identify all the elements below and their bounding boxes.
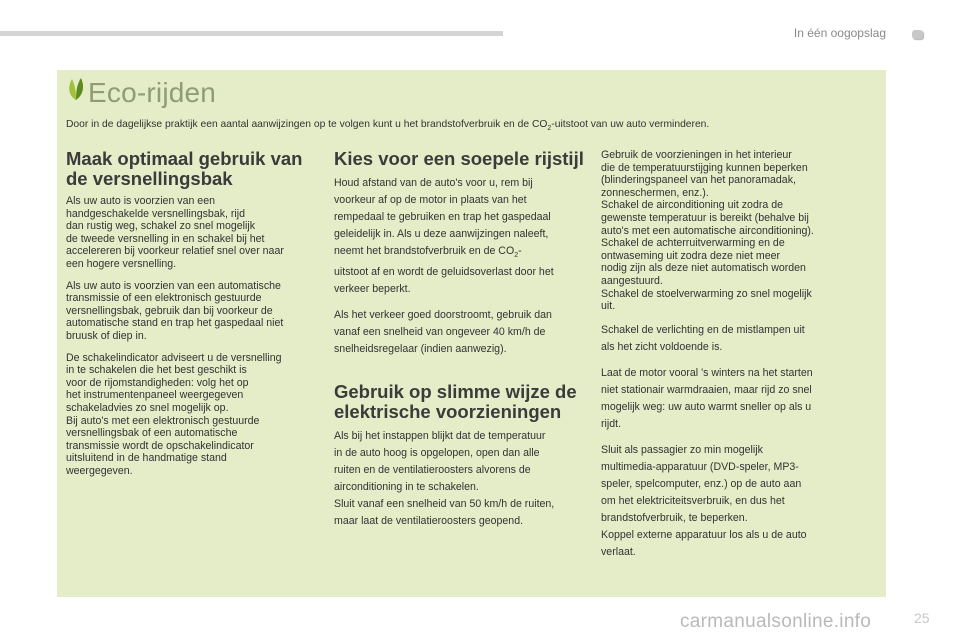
keep-distance-tail: - uitstoot af en wordt de geluidsoverlast door het verkeer beperkt. [334, 245, 554, 296]
intro-text [66, 118, 881, 135]
paragraph-keep-distance [334, 175, 590, 298]
heading-electrical: Gebruik op slimme wijze de elektrische voorzieningen [334, 381, 577, 423]
page-title: Eco-rijden [88, 77, 217, 108]
page-number: 25 [914, 610, 930, 626]
paragraph-lighting: Schakel de verlichting en de mistlampen uit als het zicht voldoende is. [601, 323, 805, 353]
column-electrical [601, 149, 857, 570]
corner-tab-icon [912, 30, 923, 39]
paragraph-shift-indicator: De schakelindicator adviseert u de versnelling in te schakelen die het best geschikt is voor de rijomstandigheden: volg het op het instrumentenpaneel weergegeven schakeladvies zo snel mogelijk op. Bij auto's met een elektronisch gestuurde versnellingsbak of een automatische transmissie wordt de opschakelindicator uitsluitend in de handmatige stand weergegeven. [66, 351, 282, 477]
heading-gearbox: Maak optimaal gebruik van de versnellingsbak [66, 148, 303, 189]
keep-distance-main: Houd afstand van de auto's voor u, rem bij voorkeur af op de motor in plaats van het rempedaal te gebruiken en trap het gaspedaal geleidelijk in. Als u deze aanwijzingen naleeft, neemt het brandstofverbruik en de CO [334, 177, 551, 257]
heading-driving-style: Kies voor een soepele rijstijl [334, 148, 584, 169]
paragraph-automatic-gearbox: Als uw auto is voorzien van een automatische transmissie of een elektronisch gestuurde versnellingsbak, gebruik dan bij voorkeur de automatische stand en trap het gaspedaal niet bruusk of diep in. [66, 279, 284, 342]
paragraph-ventilation: Als bij het instappen blijkt dat de temperatuur in de auto hoog is opgelopen, open dan alle ruiten en de ventilatieroosters alvorens de airconditioning in te schakelen. Sluit vanaf een snelheid van 50 km/h de ruiten, maar laat de ventilatieroosters geopend. [334, 430, 555, 528]
column-gearbox [66, 149, 322, 486]
paragraph-multimedia: Sluit als passagier zo min mogelijk multimedia-apparatuur (DVD-speler, MP3- speler, spelcomputer, enz.) op de auto aan om het elektriciteitsverbruik, en dus het brandstofverbruik, te beperken. Koppel externe apparatuur los als u de auto verlaat. [601, 443, 807, 558]
column-driving-style [334, 149, 590, 539]
paragraph-engine-warmup: Laat de motor vooral 's winters na het starten niet stationair warmdraaien, maar rijd zo snel mogelijk weg: uw auto warmt sneller op als u rijdt. [601, 366, 813, 430]
paragraph-cruise-control: Als het verkeer goed doorstroomt, gebruik dan vanaf een snelheid van ongeveer 40 km/h de snelheidsregelaar (indien aanwezig). [334, 309, 552, 356]
section-label: In één oogopslag [793, 26, 886, 40]
keep-distance-subscript: 2 [514, 252, 519, 260]
paragraph-interior-equipment: Gebruik de voorzieningen in het interieur die de temperatuurstijging kunnen beperken (blinderingspaneel van het panoramadak, zonneschermen, enz.). Schakel de airconditioning uit zodra de gewenste temperatuur is bereikt (behalve bij auto's met een automatische airconditioning). Schakel de achterruitverwarming en de ontwaseming uit zodra deze niet meer nodig zijn als deze niet automatisch worden aangestuurd. Schakel de stoelverwarming zo snel mogelijk uit. [601, 149, 814, 313]
eco-leaf-icon [64, 76, 88, 102]
watermark: carmanualsonline.info [680, 611, 872, 632]
intro-subscript: 2 [547, 125, 552, 133]
intro-main: Door in de dagelijkse praktijk een aantal aanwijzingen op te volgen kunt u het brandstofverbruik en de CO [66, 119, 548, 130]
top-rule [0, 31, 503, 36]
paragraph-manual-gearbox: Als uw auto is voorzien van een handgeschakelde versnellingsbak, rijd dan rustig weg, schakel zo snel mogelijk de tweede versnelling in en schakel bij het accelereren bij voorkeur relatief snel over naar een hogere versnelling. [66, 195, 284, 270]
intro-tail: -uitstoot van uw auto verminderen. [551, 119, 710, 130]
